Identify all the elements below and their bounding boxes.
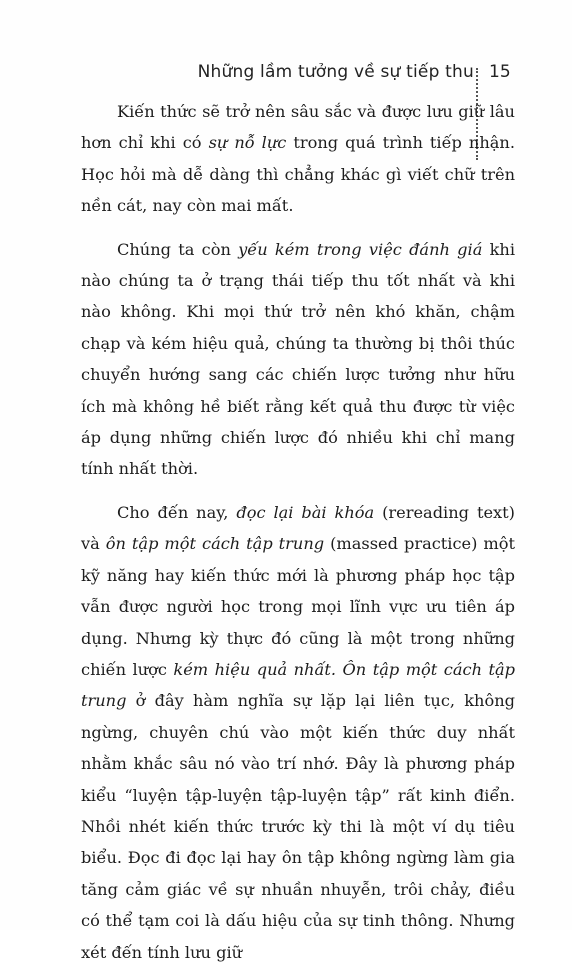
page-number: 15 — [489, 62, 511, 82]
italic-text-run: kém hiệu quả nhất. Ôn tập một cách tập trung — [81, 659, 515, 711]
text-run: Cho đến nay, — [117, 502, 237, 522]
paragraph — [81, 234, 515, 485]
italic-text-run: sự nỗ lực — [208, 133, 287, 153]
italic-text-run: yếu kém trong việc đánh giá — [238, 239, 483, 259]
running-title: Những lầm tưởng về sự tiếp thu — [197, 62, 474, 82]
text-run: khi nào chúng ta ở trạng thái tiếp thu tốt nhất và khi nào không. Khi mọi thứ trở nên khó khăn, chậm chạp và kém hiệu quả, chúng ta thường bị thôi thúc chuyển hướng sang các chiến lược tưởng như hữu ích mà không hề biết rằng kết quả thu được từ việc áp dụng những chiến lược đó nhiều khi chỉ mang tính nhất thời. — [81, 239, 516, 479]
text-run: (rereading text) và — [81, 502, 515, 554]
paragraph — [81, 497, 515, 968]
italic-text-run: ôn tập một cách tập trung — [105, 534, 325, 554]
paragraph — [81, 96, 515, 222]
text-run: Chúng ta còn — [117, 239, 239, 259]
text-run: (massed practice) một kỹ năng hay kiến thức mới là phương pháp học tập vẫn được người học trong mọi lĩnh vực ưu tiên áp dụng. Nhưng kỳ thực đó cũng là một trong những chiến lược — [81, 534, 515, 679]
page-header — [0, 62, 572, 92]
text-run: ở đây hàm nghĩa sự lặp lại liên tục, không ngừng, chuyên chú vào một kiến thức duy nhất nhằm khắc sâu nó vào trí nhớ. Đây là phương pháp kiểu “luyện tập-luyện tập-luyện tập” rất kinh điển. Nhồi nhét kiến thức trước kỳ thi là một ví dụ tiêu biểu. Đọc đi đọc lại hay ôn tập không ngừng làm gia tăng cảm giác về sự nhuần nhuyễn, trôi chảy, điều có thể tạm coi là dấu hiệu của sự tinh thông. Nhưng xét đến tính lưu giữ — [81, 691, 515, 962]
text-run: trong quá trình tiếp nhận. Học hỏi mà dễ dàng thì chẳng khác gì viết chữ trên nền cát, nay còn mai mất. — [81, 133, 515, 216]
text-run: Kiến thức sẽ trở nên sâu sắc và được lưu giữ lâu hơn chỉ khi có — [81, 102, 515, 153]
italic-text-run: đọc lại bài khóa — [236, 502, 375, 522]
body-text — [81, 96, 515, 980]
